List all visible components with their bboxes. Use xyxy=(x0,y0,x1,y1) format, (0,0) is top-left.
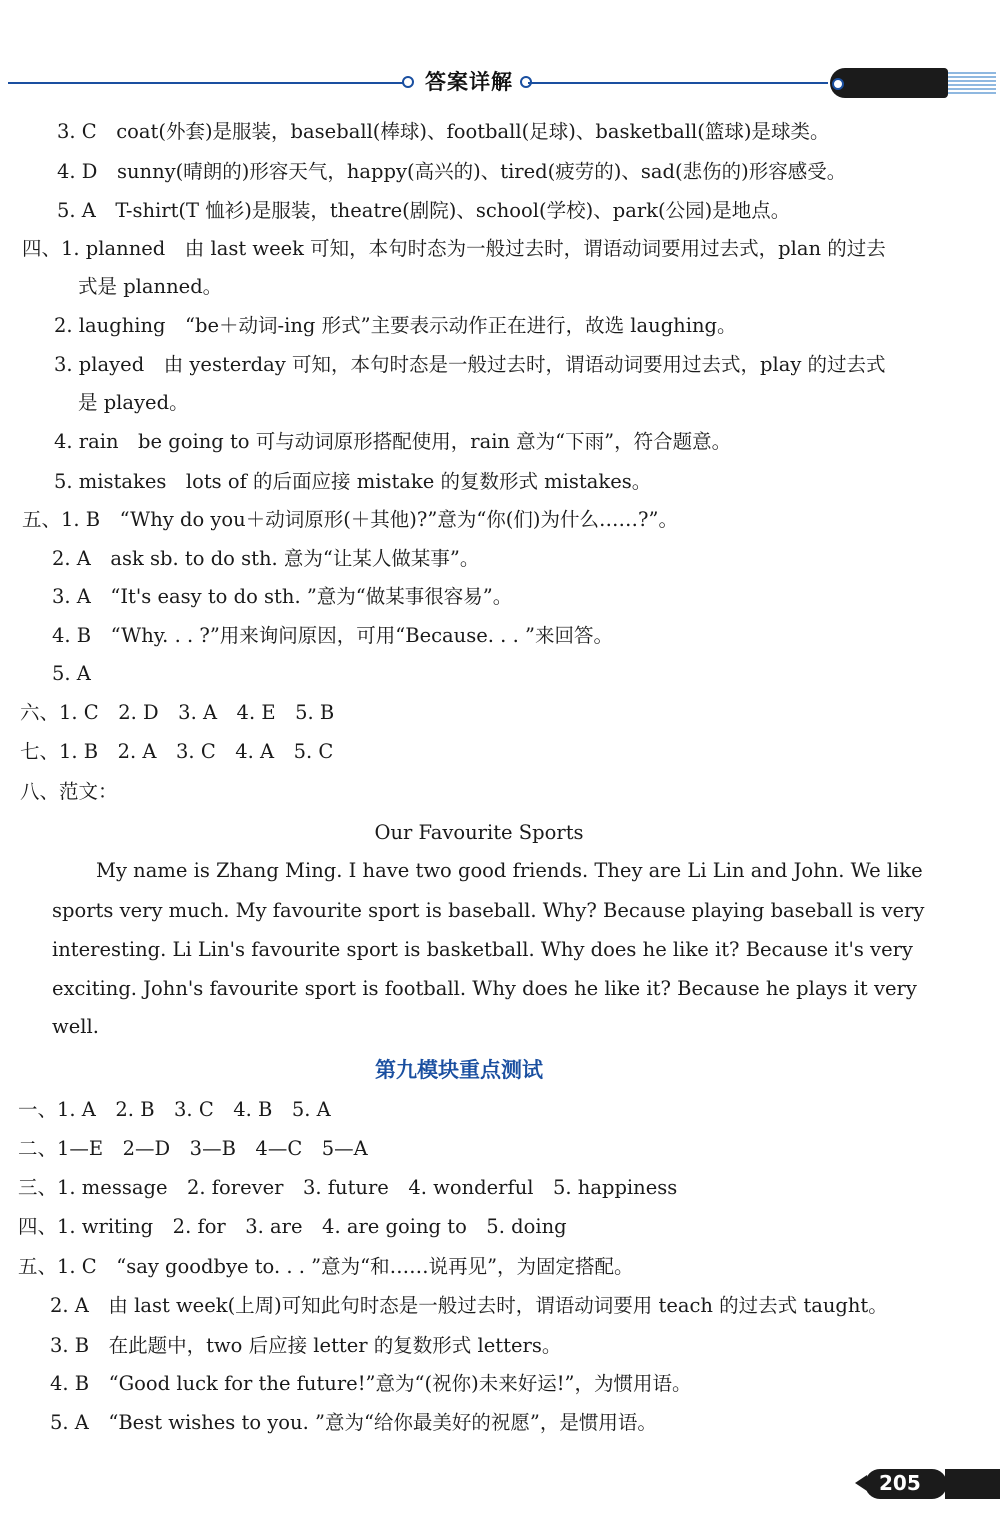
answer-line: 5. A T-shirt(T 恤衫)是服装，theatre(剧院)、school(学校)、park(公园)是地点。 xyxy=(57,199,791,222)
answer-line: 2. laughing “be＋动词-ing 形式”主要表示动作正在进行，故选 laughing。 xyxy=(54,314,737,337)
section-title: 第九模块重点测试 xyxy=(375,1058,543,1082)
section-line: 三、1. message 2. forever 3. future 4. wonderful 5. happiness xyxy=(18,1176,678,1199)
page-number: 205 xyxy=(879,1471,921,1495)
answer-line: 4. rain be going to 可与动词原形搭配使用，rain 意为“下雨”，符合题意。 xyxy=(54,430,732,453)
essay-line: well. xyxy=(52,1015,99,1038)
answer-line: 六、1. C 2. D 3. A 4. E 5. B xyxy=(20,701,335,724)
section-line: 5. A “Best wishes to you. ”意为“给你最美好的祝愿”，是惯用语。 xyxy=(50,1411,657,1434)
section-line: 五、1. C “say goodbye to. . . ”意为“和……说再见”，为固定搭配。 xyxy=(18,1255,634,1278)
section-line: 2. A 由 last week(上周)可知此句时态是一般过去时，谓语动词要用 teach 的过去式 taught。 xyxy=(50,1294,888,1317)
header-rule-right xyxy=(528,82,828,84)
header-dot-left xyxy=(402,76,414,88)
essay-title: Our Favourite Sports xyxy=(374,821,584,844)
header-stripes-decoration xyxy=(948,72,996,94)
answer-line: 式是 planned。 xyxy=(78,275,223,298)
answer-line: 五、1. B “Why do you＋动词原形(＋其他)?”意为“你(们)为什么……?”。 xyxy=(22,508,678,531)
section-line: 一、1. A 2. B 3. C 4. B 5. A xyxy=(18,1098,331,1121)
answer-line: 4. B “Why. . . ?”用来询问原因，可用“Because. . . ”来回答。 xyxy=(52,624,613,647)
answer-line: 是 played。 xyxy=(78,391,189,414)
essay-line: exciting. John's favourite sport is football. Why does he like it? Because he plays it very xyxy=(52,977,917,1000)
page-footer-bar xyxy=(945,1469,1000,1499)
answer-line: 4. D sunny(晴朗的)形容天气，happy(高兴的)、tired(疲劳的)、sad(悲伤的)形容感受。 xyxy=(57,160,847,183)
answer-line: 3. C coat(外套)是服装，baseball(棒球)、football(足球)、basketball(篮球)是球类。 xyxy=(57,120,830,143)
answer-line: 5. A xyxy=(52,662,91,685)
section-line: 四、1. writing 2. for 3. are 4. are going to 5. doing xyxy=(18,1215,567,1238)
section-line: 4. B “Good luck for the future!”意为“(祝你)未来好运!”，为惯用语。 xyxy=(50,1372,692,1395)
answer-line: 七、1. B 2. A 3. C 4. A 5. C xyxy=(20,740,334,763)
page-footer xyxy=(855,1465,1000,1505)
header-title: 答案详解 xyxy=(425,70,513,94)
header-rule-left xyxy=(8,82,408,84)
answer-line: 3. played 由 yesterday 可知，本句时态是一般过去时，谓语动词要用过去式，play 的过去式 xyxy=(54,353,886,376)
page-header xyxy=(0,62,1000,102)
essay-line: My name is Zhang Ming. I have two good friends. They are Li Lin and John. We like xyxy=(96,859,923,882)
answer-line: 四、1. planned 由 last week 可知，本句时态为一般过去时，谓语动词要用过去式，plan 的过去 xyxy=(22,237,886,260)
essay-line: sports very much. My favourite sport is baseball. Why? Because playing baseball is very xyxy=(52,899,925,922)
answer-line: 3. A “It's easy to do sth. ”意为“做某事很容易”。 xyxy=(52,585,513,608)
header-tab-decoration xyxy=(830,68,948,98)
header-tab-dot xyxy=(832,78,844,90)
section-line: 3. B 在此题中，two 后应接 letter 的复数形式 letters。 xyxy=(50,1334,562,1357)
answer-line: 5. mistakes lots of 的后面应接 mistake 的复数形式 mistakes。 xyxy=(54,470,652,493)
essay-line: interesting. Li Lin's favourite sport is basketball. Why does he like it? Because it's very xyxy=(52,938,913,961)
answer-line: 八、范文： xyxy=(20,780,118,803)
answer-line: 2. A ask sb. to do sth. 意为“让某人做某事”。 xyxy=(52,547,480,570)
section-line: 二、1—E 2—D 3—B 4—C 5—A xyxy=(18,1137,368,1160)
